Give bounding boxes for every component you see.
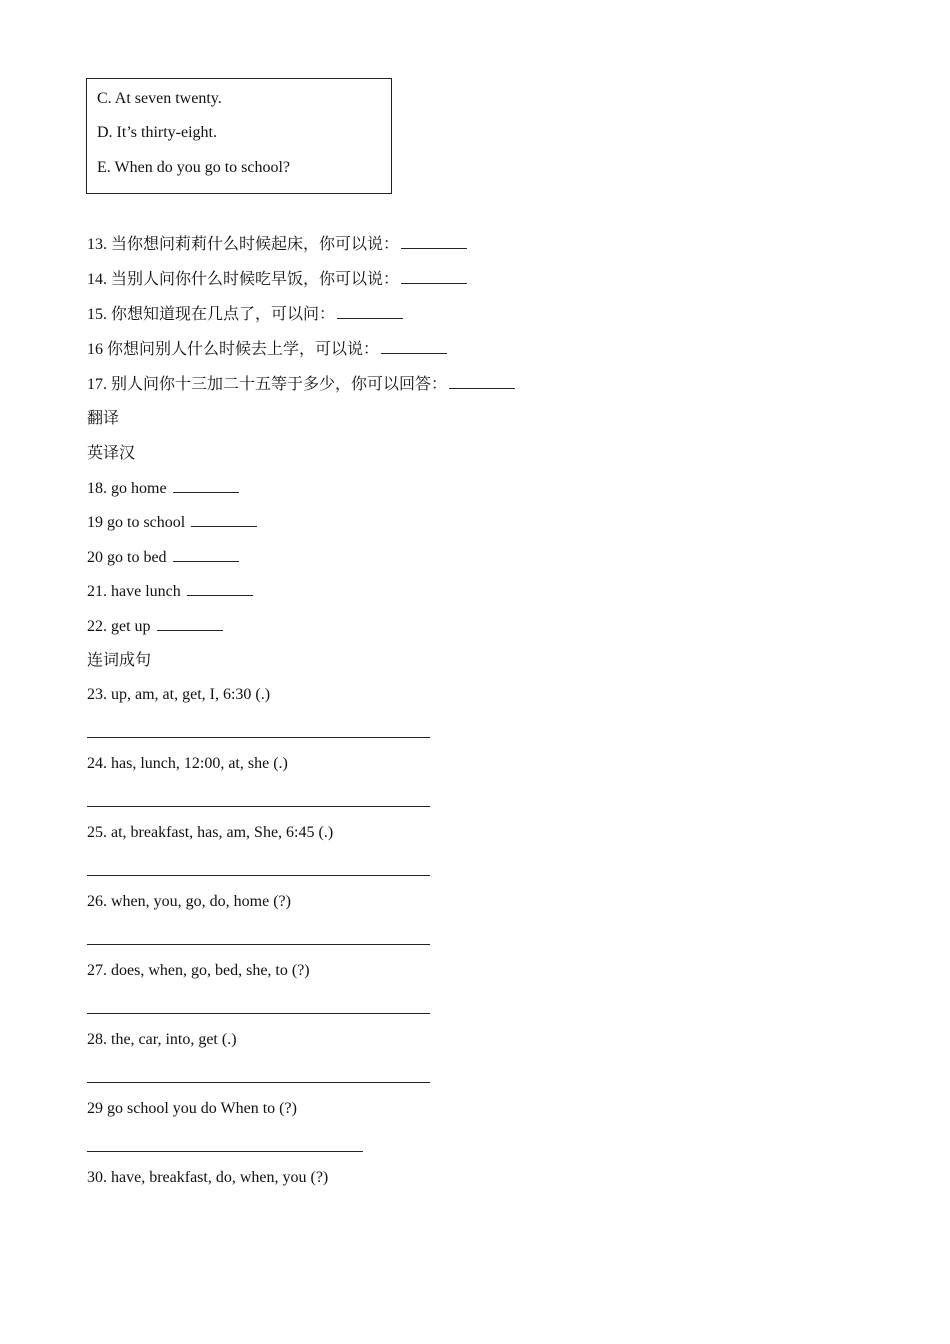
question-23: 23. up, am, at, get, I, 6:30 (.) [87,686,271,703]
answer-line-23[interactable] [87,737,430,738]
option-c: C. At seven twenty. [97,90,222,107]
question-20-text: 20 go to bed [87,549,171,566]
section-heading-reorder: 连词成句 [87,652,152,669]
question-19 [87,512,257,533]
answer-line-24[interactable] [87,806,430,807]
question-20 [87,547,239,568]
question-17 [87,374,515,395]
question-25: 25. at, breakfast, has, am, She, 6:45 (.) [87,824,334,841]
question-29: 29 go school you do When to (?) [87,1100,297,1117]
option-d: D. It’s thirty-eight. [97,124,217,141]
question-28: 28. the, car, into, get (.) [87,1031,237,1048]
question-24: 24. has, lunch, 12:00, at, she (.) [87,755,288,772]
question-13-text: 13. 当你想问莉莉什么时候起床，你可以说： [87,236,400,253]
section-heading-translate: 翻译 [87,410,120,427]
section-heading-en-zh: 英译汉 [87,445,136,462]
answer-line-29[interactable] [87,1151,363,1152]
question-30: 30. have, breakfast, do, when, you (?) [87,1169,329,1186]
answer-blank-22[interactable] [157,616,223,631]
question-14-text: 14. 当别人问你什么时候吃早饭，你可以说： [87,271,400,288]
question-15 [87,304,403,325]
question-17-text: 17. 别人问你十三加二十五等于多少，你可以回答： [87,376,448,393]
question-18 [87,478,239,499]
answer-blank-19[interactable] [191,512,257,527]
question-18-text: 18. go home [87,480,171,497]
answer-blank-17[interactable] [449,374,515,389]
question-15-text: 15. 你想知道现在几点了，可以问： [87,306,336,323]
question-14 [87,269,467,290]
answer-line-28[interactable] [87,1082,430,1083]
question-16-text: 16 你想问别人什么时候去上学，可以说： [87,341,380,358]
options-box [86,78,392,194]
question-27: 27. does, when, go, bed, she, to (?) [87,962,310,979]
answer-blank-18[interactable] [173,478,239,493]
question-16 [87,339,447,360]
answer-blank-14[interactable] [401,269,467,284]
answer-blank-13[interactable] [401,234,467,249]
question-13 [87,234,467,255]
answer-line-26[interactable] [87,944,430,945]
option-e: E. When do you go to school? [97,159,291,176]
answer-blank-21[interactable] [187,581,253,596]
question-19-text: 19 go to school [87,514,190,531]
answer-blank-16[interactable] [381,339,447,354]
answer-line-27[interactable] [87,1013,430,1014]
answer-blank-15[interactable] [337,304,403,319]
question-26: 26. when, you, go, do, home (?) [87,893,291,910]
answer-line-25[interactable] [87,875,430,876]
answer-blank-20[interactable] [173,547,239,562]
question-21 [87,581,253,602]
question-22-text: 22. get up [87,618,155,635]
question-22 [87,616,223,637]
question-21-text: 21. have lunch [87,583,185,600]
